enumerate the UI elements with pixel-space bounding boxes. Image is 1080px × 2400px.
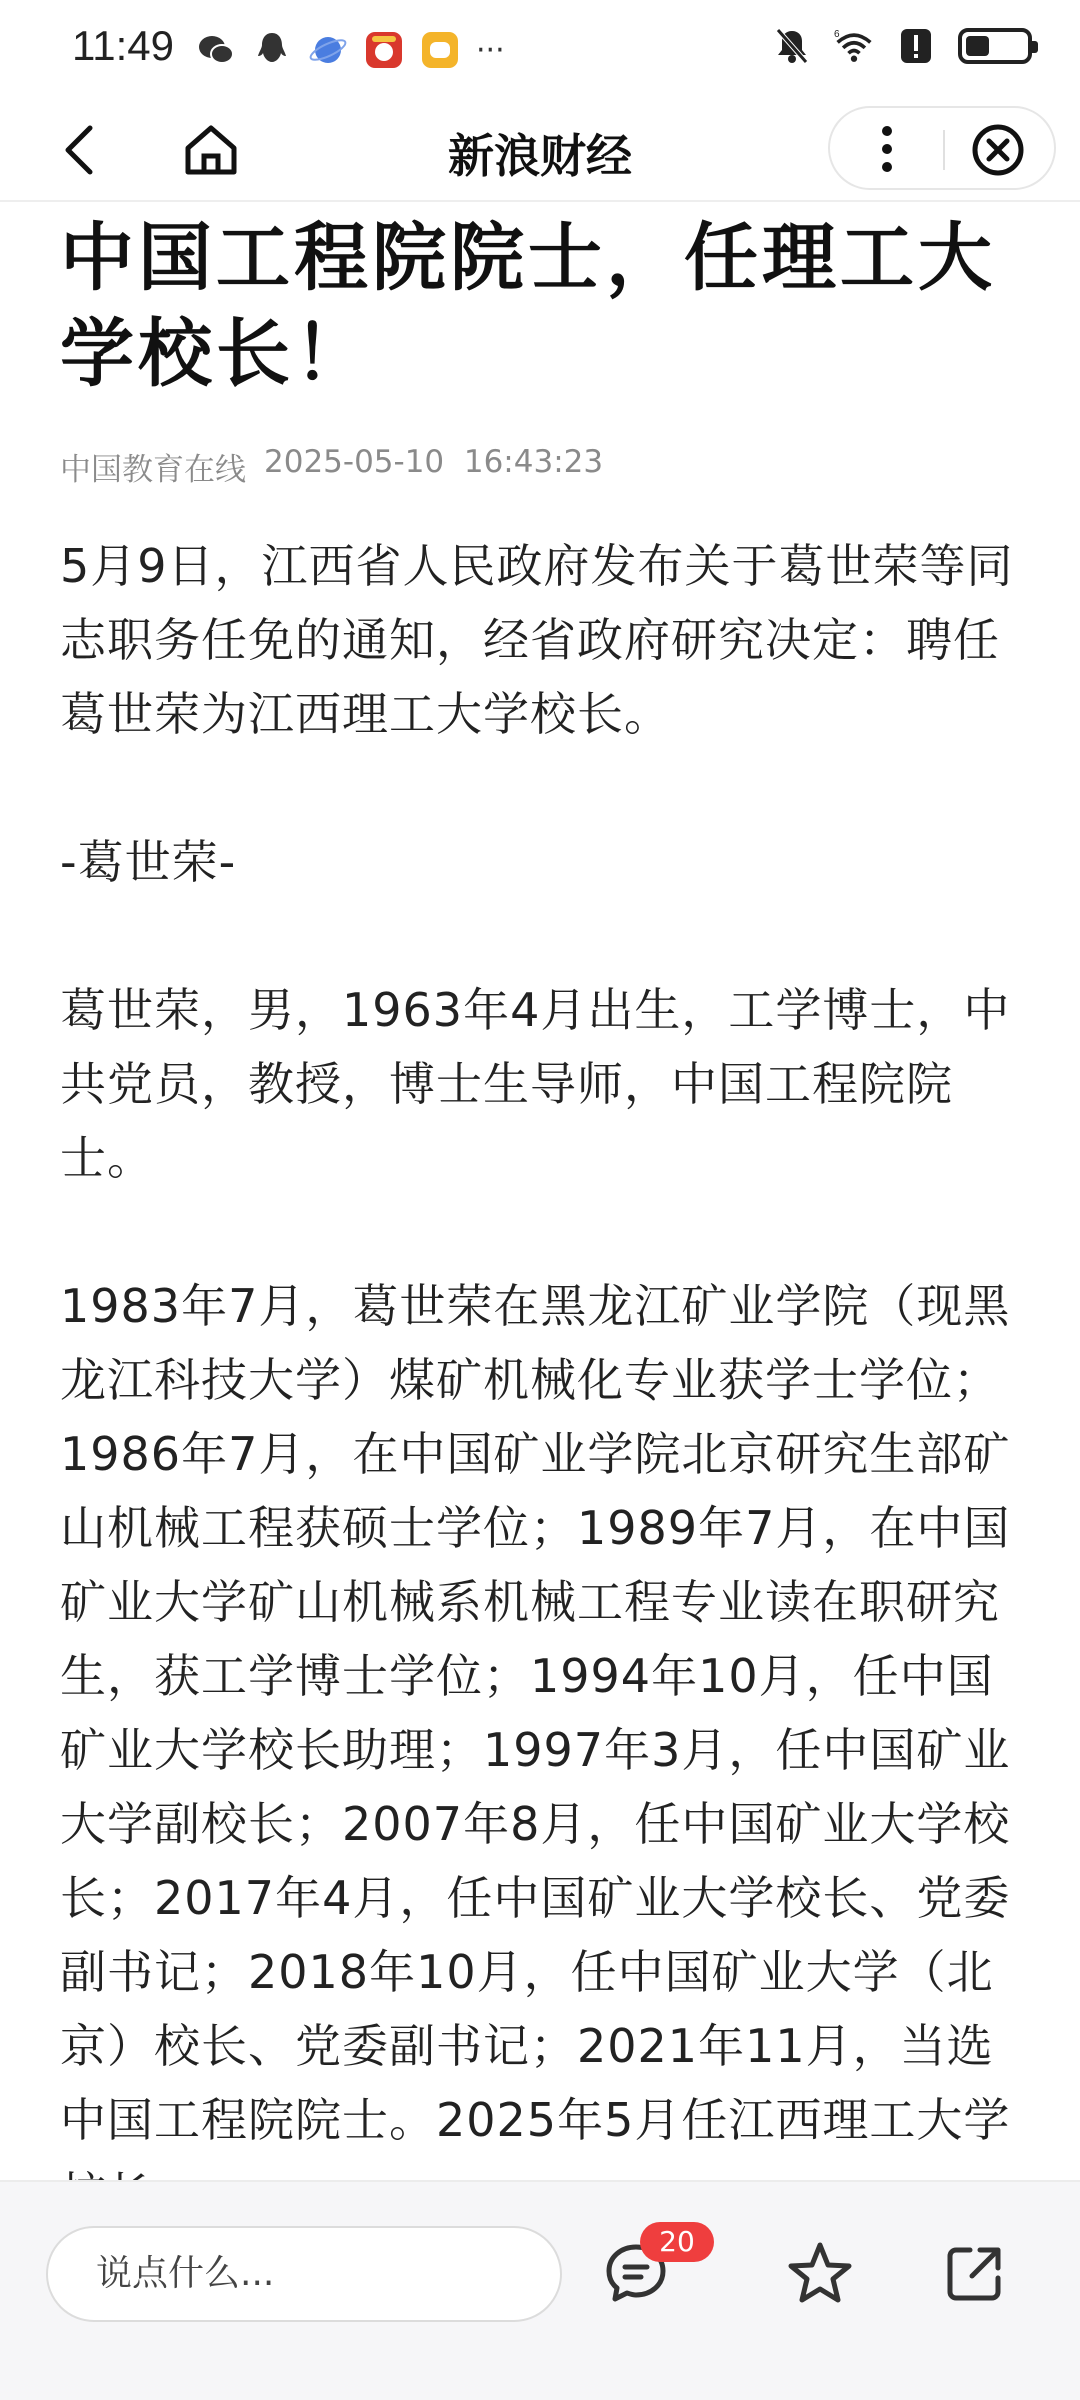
more-notifications-icon: ··· <box>476 32 505 68</box>
article-title: 中国工程院院士，任理工大学校长！ <box>60 215 996 397</box>
notification-icons <box>196 30 505 70</box>
paragraph: 1983年7月，葛世荣在黑龙江矿业学院（现黑龙江科技大学）煤矿机械化专业获学士学位；1986年7月，在中国矿业学院北京研究生部矿山机械工程获硕士学位；1989年7月，在中国矿业大学矿山机械系机械工程专业读在职研究生，获工学博士学位；1994年10月，任中国矿业大学校长助理；1997年3月，任中国矿业大学副校长；2007年8月，任中国矿业大学校长；2017年4月，任中国矿业大学校长、党委副书记；2018年10月，任中国矿业大学（北京）校长、党委副书记；2021年11月，当选中国工程院院士。2025年5月任江西理工大学 <box>60 1279 1011 2147</box>
mute-icon <box>772 26 812 66</box>
system-icons <box>772 26 1032 66</box>
share-icon <box>942 2242 1006 2306</box>
comment-input[interactable]: 说点什么... <box>46 2226 562 2322</box>
comment-count-badge: 20 <box>640 2222 714 2262</box>
nav-bar <box>0 100 1080 202</box>
paragraph: 5月9日，江西省人民政府发布关于葛世荣等同志职务任免的通知，经省政府研究决定：聘任葛世荣为江西理工大学校长。 <box>60 539 1014 741</box>
article <box>60 210 1030 2305</box>
close-button[interactable] <box>968 120 1028 180</box>
wifi-icon <box>834 26 874 66</box>
mini-program-capsule <box>828 106 1056 190</box>
share-button[interactable] <box>930 2230 1018 2318</box>
article-meta <box>60 444 1030 489</box>
favorite-button[interactable] <box>776 2230 864 2318</box>
chat-app-icon <box>420 30 460 70</box>
more-button[interactable] <box>860 122 914 176</box>
paragraph: 葛世荣，男，1963年4月出生，工学博士，中共党员，教授，博士生导师，中国工程院院士。 <box>60 983 1011 1185</box>
article-body <box>60 529 1030 2231</box>
close-circle-icon <box>971 123 1025 177</box>
capsule-divider <box>943 130 945 170</box>
more-vertical-icon <box>881 125 893 173</box>
status-bar <box>0 0 1080 100</box>
status-time: 11:49 <box>72 22 174 69</box>
paragraph-subhead: -葛世荣- <box>60 835 237 889</box>
page-title: 新浪财经 <box>448 129 632 183</box>
battery-level <box>966 36 989 56</box>
bottom-action-bar <box>0 2180 1080 2400</box>
browser-icon <box>308 30 348 70</box>
article-source[interactable]: 中国教育在线 <box>60 452 246 488</box>
game-app-icon <box>364 30 404 70</box>
qq-icon <box>252 30 292 70</box>
svg-text:6: 6 <box>834 28 840 40</box>
article-datetime: 2025-05-10 16:43:23 <box>264 444 604 480</box>
battery-icon <box>958 28 1032 64</box>
wechat-icon <box>196 30 236 70</box>
alert-icon <box>896 26 936 66</box>
star-icon <box>785 2239 855 2309</box>
